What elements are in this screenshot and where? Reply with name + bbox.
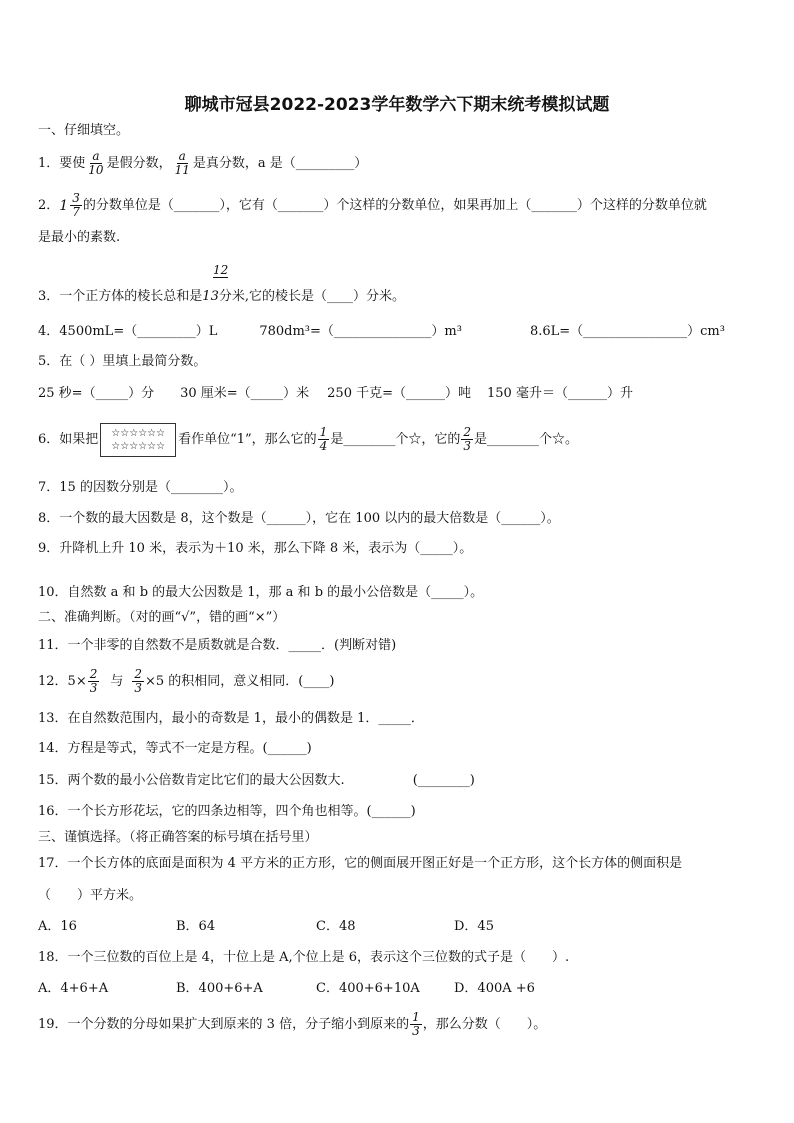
fraction-a-over-11: $\frac{a}{11}$ [174, 149, 190, 177]
question-4: 4．4500mL=（_________）L 780dm³=（_______________）m³ 8.6L=（________________）cm³ [38, 324, 725, 339]
question-15: 15．两个数的最小公倍数肯定比它们的最大公因数大. (________) [38, 773, 475, 788]
question-18: 18．一个三位数的百位上是 4，十位上是 A,个位上是 6，表示这个三位数的式子是（ ）. [38, 950, 570, 965]
question-14: 14．方程是等式，等式不一定是方程。(______) [38, 741, 312, 756]
question-6: 6．如果把 ☆☆☆☆☆☆ ☆☆☆☆☆☆ 看作单位“1”，那么它的 $\frac{1}{4}$ 是________个☆，它的 $\frac{2}{3}$ 是________个☆。 [38, 420, 578, 460]
question-10: 10．自然数 a 和 b 的最大公因数是 1，那 a 和 b 的最小公倍数是（_____）。 [38, 585, 484, 600]
question-5-items: 25 秒=（_____）分 30 厘米=（_____）米 250 千克=（______）吨 150 毫升＝（______）升 [38, 386, 633, 401]
section-2-heading: 二、准确判断。（对的画“√”，错的画“×”） [38, 610, 286, 625]
question-7: 7．15 的因数分别是（________）。 [38, 480, 243, 495]
question-3: 3．一个正方体的棱长总和是13分米,它的棱长是（____）分米。 [38, 289, 405, 304]
question-17-cont: （ ）平方米。 [38, 888, 143, 903]
question-5: 5．在（ ）里填上最简分数。 [38, 354, 207, 369]
question-2-cont: 是最小的素数. [38, 230, 121, 245]
mixed-number: 1 $\frac{3}{7}$ [59, 191, 80, 219]
question-12: 12．5× $\frac{2}{3}$ 与 $\frac{2}{3}$ ×5 的积相同，意义相同．(____) [38, 667, 335, 695]
question-13: 13．在自然数范围内，最小的奇数是 1，最小的偶数是 1．_____． [38, 711, 424, 726]
section-1-heading: 一、仔细填空。 [38, 123, 130, 138]
fraction-12-13: 12 [213, 263, 229, 277]
page-title: 聊城市冠县2022-2023学年数学六下期末统考模拟试题 [184, 95, 610, 115]
fraction-a-over-10: $\frac{a}{10}$ [88, 149, 104, 177]
question-8: 8．一个数的最大因数是 8，这个数是（______），它在 100 以内的最大倍数是（______）。 [38, 511, 560, 526]
stars-box: ☆☆☆☆☆☆ ☆☆☆☆☆☆ [100, 423, 176, 457]
question-18-options: A．4+6+A B．400+6+A C．400+6+10A D．400A +6 [38, 981, 535, 996]
question-17: 17．一个长方体的底面是面积为 4 平方米的正方形，它的侧面展开图正好是一个正方形，这个长方体的侧面积是 [38, 856, 683, 871]
question-19: 19．一个分数的分母如果扩大到原来的 3 倍，分子缩小到原来的 $\frac{1}{3}$ ，那么分数（ ）。 [38, 1010, 547, 1038]
section-3-heading: 三、谨慎选择。（将正确答案的标号填在括号里） [38, 830, 318, 845]
question-16: 16．一个长方形花坛，它的四条边相等，四个角也相等。(______) [38, 804, 416, 819]
question-1: 1．要使 $\frac{a}{10}$ 是假分数， $\frac{a}{11}$ 是真分数，a 是（_________） [38, 149, 368, 177]
question-17-options: A．16 B．64 C．48 D．45 [38, 919, 494, 934]
question-9: 9．升降机上升 10 米，表示为＋10 米，那么下降 8 米，表示为（_____）。 [38, 541, 473, 556]
question-2: 2． 1 $\frac{3}{7}$ 的分数单位是（_______），它有（_______）个这样的分数单位，如果再加上（_______）个这样的分数单位就 [38, 191, 707, 219]
question-11: 11．一个非零的自然数不是质数就是合数．_____．(判断对错) [38, 638, 397, 653]
